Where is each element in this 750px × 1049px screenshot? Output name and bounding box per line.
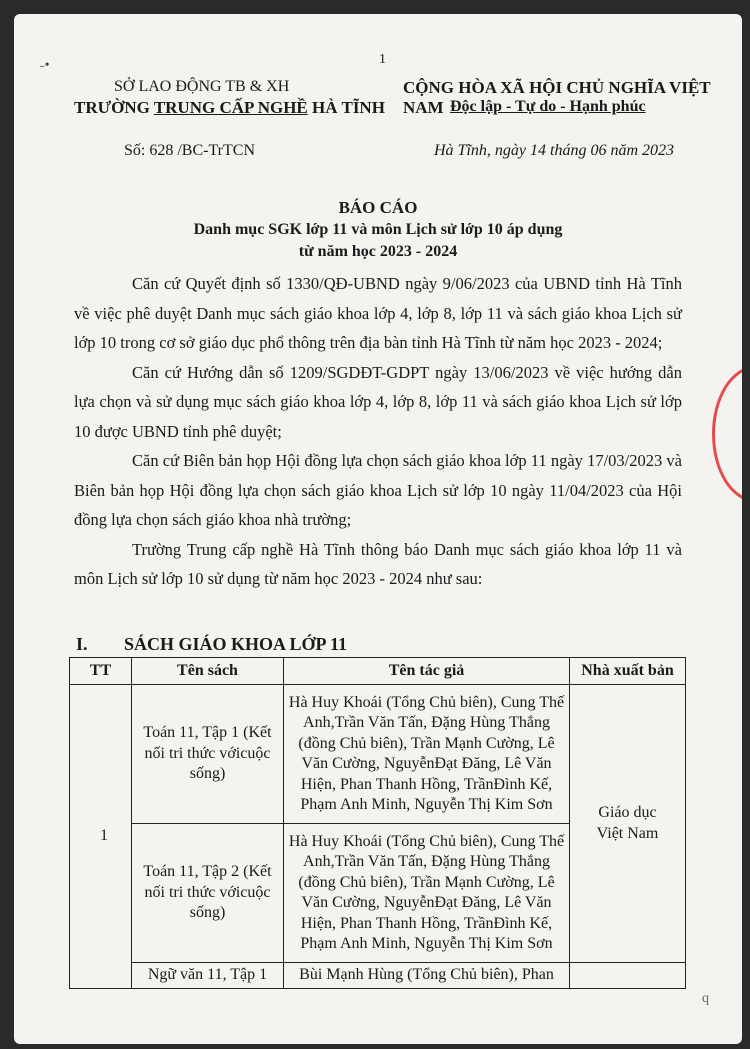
republic-motto: Độc lập - Tự do - Hạnh phúc [450,98,646,115]
book-name: Toán 11, Tập 1 (Kết nối tri thức vớicuộc sống) [132,685,284,824]
table-header-row [70,658,686,685]
org-line-2-pre: TRƯỜNG [74,98,154,117]
section-title: SÁCH GIÁO KHOA LỚP 11 [124,634,348,654]
book-authors: Hà Huy Khoái (Tổng Chủ biên), Cung Thế Anh,Trần Văn Tấn, Đặng Hùng Thắng (đồng Chủ biên), Trần Mạnh Cường, Lê Văn Cường, NguyễnĐạt Đăng, Lê Văn Hiện, Phan Thanh Hồng, TrầnĐình Kế, Phạm Anh Minh, Nguyễn Thị Kim Sơn [284,824,570,963]
document-page [14,14,742,1044]
book-authors: Bùi Mạnh Hùng (Tổng Chủ biên), Phan [284,963,570,989]
org-line-2-post: HÀ TĨNH [307,98,385,117]
document-number: Số: 628 /BC-TrTCN [124,142,255,159]
republic-line-2 [450,98,646,116]
report-subtitle-1: Danh mục SGK lớp 11 và môn Lịch sử lớp 10 áp dụng [193,221,563,238]
row-number: 1 [70,685,132,989]
org-line-2 [74,98,385,118]
section-heading [76,634,347,655]
column-header-tt: TT [70,658,132,685]
handwritten-mark: ϥ [702,994,710,1009]
scan-mark: ˗• [40,58,50,73]
book-name: Toán 11, Tập 2 (Kết nối tri thức vớicuộc sống) [132,824,284,963]
paragraph: Căn cứ Biên bản họp Hội đồng lựa chọn sách giáo khoa lớp 11 ngày 17/03/2023 và Biên bản họp Hội đồng lựa chọn sách giáo khoa Lịch sử lớp 10 ngày 11/04/2023 của Hội đồng lựa chọn sách giáo khoa nhà trường; [74,451,682,529]
date-line: Hà Tĩnh, ngày 14 tháng 06 năm 2023 [434,142,674,159]
publisher-empty [570,963,686,989]
textbook-table [69,657,686,989]
red-seal [712,366,742,502]
column-header-publisher: Nhà xuất bản [570,658,686,685]
publisher: Giáo dục Việt Nam [570,685,686,963]
report-subtitle-2: từ năm học 2023 - 2024 [298,243,458,260]
paragraph: Căn cứ Hướng dẫn số 1209/SGDĐT-GDPT ngày 13/06/2023 về việc hướng dẫn lựa chọn và sử dụng mục sách giáo khoa lớp 4, lớp 8, lớp 11 và sách giáo khoa Lịch sử lớp 10 được UBND tỉnh phê duyệt; [74,362,682,441]
column-header-authors: Tên tác giả [284,658,570,685]
section-number: I. [76,634,88,654]
report-title: BÁO CÁO [338,198,418,217]
republic-line-1: CỘNG HÒA XÃ HỘI CHỦ NGHĨA VIỆT NAM [403,78,711,117]
paragraph: Trường Trung cấp nghề Hà Tĩnh thông báo Danh mục sách giáo khoa lớp 11 và môn Lịch sử lớp 10 sử dụng từ năm học 2023 - 2024 như sau: [74,539,682,588]
column-header-book-name: Tên sách [132,658,284,685]
table-row [70,685,686,824]
report-body [74,269,682,594]
page-number: 1 [379,52,386,67]
org-line-1: SỞ LAO ĐỘNG TB & XH [114,78,290,95]
table-row [70,963,686,989]
book-authors: Hà Huy Khoái (Tổng Chủ biên), Cung Thế Anh,Trần Văn Tấn, Đặng Hùng Thắng (đồng Chủ biên), Trần Mạnh Cường, Lê Văn Cường, NguyễnĐạt Đăng, Lê Văn Hiện, Phan Thanh Hồng, TrầnĐình Kế, Phạm Anh Minh, Nguyễn Thị Kim Sơn [284,685,570,824]
paragraph: Căn cứ Quyết định số 1330/QĐ-UBND ngày 9/06/2023 của UBND tỉnh Hà Tĩnh về việc phê duyệt Danh mục sách giáo khoa lớp 4, lớp 8, lớp 11 và sách giáo khoa Lịch sử lớp 10 trong cơ sở giáo dục phổ thông trên địa bàn tỉnh Hà Tĩnh từ năm học 2023 - 2024; [74,274,682,352]
org-line-2-underlined: TRUNG CẤP NGHỀ [153,98,308,117]
book-name: Ngữ văn 11, Tập 1 [132,963,284,989]
